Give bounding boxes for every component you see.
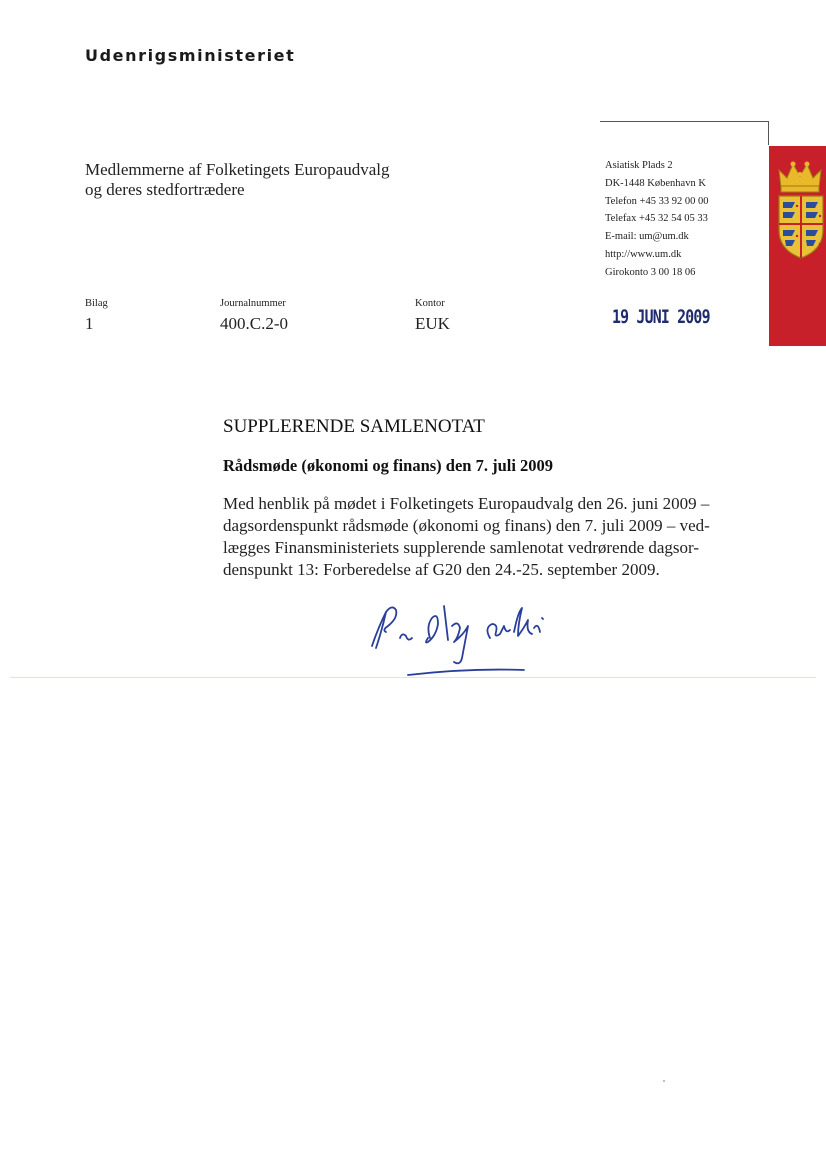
danish-coat-of-arms-icon <box>773 158 826 260</box>
address-line: Telefax +45 32 54 05 33 <box>605 213 708 225</box>
address-line: http://www.um.dk <box>605 248 682 260</box>
address-line: Asiatisk Plads 2 <box>605 160 673 171</box>
journal-value: 400.C.2-0 <box>220 314 288 333</box>
body-line: denspunkt 13: Forberedelse af G20 den 24.-25. september 2009. <box>223 560 660 579</box>
page-divider <box>10 677 816 678</box>
recipient-line: og deres stedfortrædere <box>85 180 245 199</box>
document-title: SUPPLERENDE SAMLENOTAT <box>223 416 485 437</box>
ministry-name: Udenrigsministeriet <box>85 46 296 65</box>
kontor-value: EUK <box>415 314 450 333</box>
handwritten-signature-icon <box>368 598 578 682</box>
document-body <box>223 493 763 581</box>
document-subtitle: Rådsmøde (økonomi og finans) den 7. juli 2009 <box>223 456 554 475</box>
body-line: lægges Finansministeriets supplerende samlenotat vedrørende dagsor- <box>223 538 700 557</box>
body-line: dagsordenspunkt rådsmøde (økonomi og finans) den 7. juli 2009 – ved- <box>223 516 710 535</box>
body-line: Med henblik på mødet i Folketingets Europaudvalg den 26. juni 2009 – <box>223 494 710 513</box>
journal-label: Journalnummer <box>220 298 286 309</box>
address-line: Girokonto 3 00 18 06 <box>605 266 696 278</box>
address-divider-corner <box>768 121 769 145</box>
bilag-label: Bilag <box>85 298 108 309</box>
scan-speck <box>663 1080 665 1082</box>
address-divider <box>600 121 768 122</box>
address-line: E-mail: um@um.dk <box>605 231 689 243</box>
date-stamp: 19 JUNI 2009 <box>612 306 710 328</box>
recipient-line: Medlemmerne af Folketingets Europaudvalg <box>85 160 390 179</box>
address-line: Telefon +45 33 92 00 00 <box>605 195 709 207</box>
address-line: DK-1448 København K <box>605 177 706 189</box>
kontor-label: Kontor <box>415 298 445 309</box>
ministry-address-block <box>605 157 708 282</box>
bilag-value: 1 <box>85 314 94 333</box>
recipient-block <box>85 160 390 200</box>
